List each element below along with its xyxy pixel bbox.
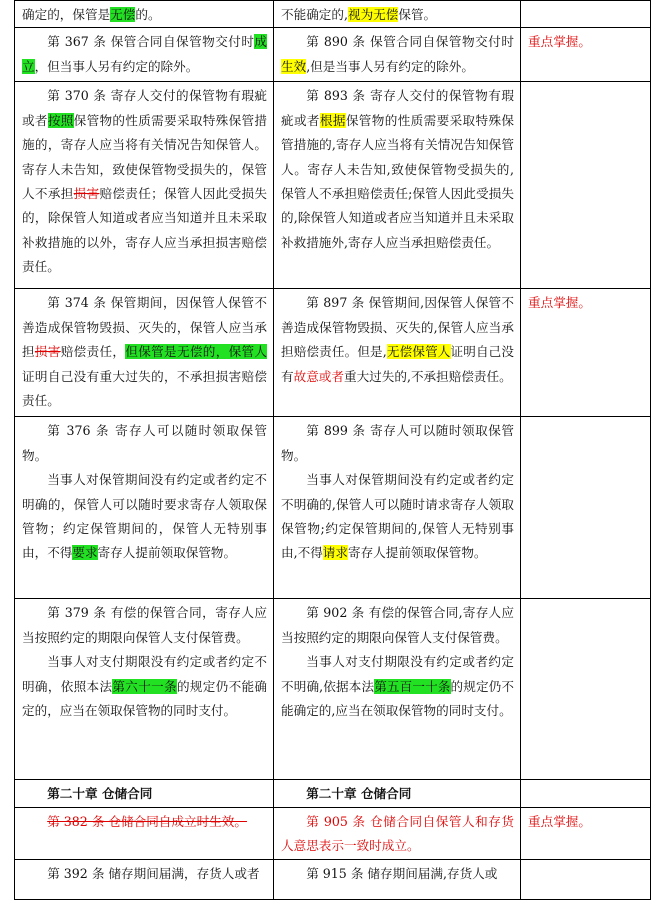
- note-cell: [521, 807, 651, 859]
- table-row: [15, 599, 651, 780]
- text-segment: 第 376 条 寄存人可以随时领取保管物。: [22, 423, 267, 463]
- text-segment: 第 902 条 有偿的保管合同,寄存人应当按照约定的期限向保管人支付保管费。: [281, 605, 514, 645]
- article-paragraph: [22, 291, 267, 413]
- text-segment: 第 392 条 储存期间届满，存货人或者: [47, 865, 260, 881]
- note-cell: [521, 859, 651, 899]
- new-law-cell: [274, 1, 521, 28]
- text-segment: 第 893 条 寄存人交付的保管物有瑕疵或者: [281, 88, 514, 128]
- article-paragraph: [22, 601, 267, 650]
- highlighted-text: 根据: [319, 112, 346, 128]
- table-row: [15, 28, 651, 82]
- article-paragraph: [22, 862, 267, 886]
- new-law-cell: [274, 289, 521, 417]
- highlighted-text: 第六十一条: [112, 678, 177, 694]
- highlighted-text: 视为无偿: [347, 7, 399, 22]
- text-segment: 不能确定的,: [281, 7, 348, 22]
- struck-text: 第 382 条 仓储合同自成立时生效。: [47, 813, 247, 829]
- old-law-cell: [15, 599, 274, 780]
- text-segment: 当事人对保管期间没有约定或者约定不明确的,保管人可以随时请求寄存人领取保管物;约定保管期间的,保管人无特别事由,不得: [281, 472, 514, 561]
- text-segment: 当事人对支付期限没有约定或者约定不明确，依照本法: [22, 654, 267, 694]
- highlighted-text: 按照: [47, 112, 74, 128]
- article-paragraph: [22, 30, 267, 79]
- article-paragraph: [281, 810, 514, 859]
- table-row: [15, 859, 651, 899]
- text-segment: 赔偿责任；保管人因此受损失的，除保管人知道或者应当知道并且未采取补救措施的以外，寄存人应当承担损害赔偿责任。: [22, 186, 268, 275]
- highlighted-text: 生效: [281, 58, 307, 74]
- text-segment: 的规定仍不能确定的，应当在领取保管物的同时支付。: [22, 678, 268, 719]
- highlighted-text: 成立: [22, 34, 267, 74]
- article-paragraph: [281, 84, 514, 255]
- text-segment: 第 905 条 仓储合同自保管人和存货人意思表示一致时成立。: [281, 813, 514, 854]
- highlighted-text: 第五百一十条: [374, 678, 451, 694]
- article-paragraph: [281, 782, 514, 806]
- table-row: [15, 289, 651, 417]
- article-paragraph: [22, 84, 267, 279]
- old-law-cell: [15, 82, 274, 289]
- article-paragraph: [22, 468, 267, 566]
- text-segment: ,但是当事人另有约定的除外。: [306, 58, 474, 74]
- article-paragraph: [281, 862, 514, 886]
- text-segment: 赔偿责任，: [60, 344, 126, 360]
- old-law-cell: [15, 417, 274, 599]
- highlighted-text: 无偿: [110, 7, 136, 22]
- old-law-cell: [15, 1, 274, 28]
- old-law-cell: [15, 807, 274, 859]
- struck-text: 损害: [34, 344, 61, 360]
- text-segment: 的规定仍不能确定的,应当在领取保管物的同时支付。: [281, 678, 514, 719]
- new-law-cell: [274, 82, 521, 289]
- new-law-cell: [274, 807, 521, 859]
- key-point-note: 重点掌握。: [528, 813, 591, 829]
- text-segment: 第二十章 仓储合同: [306, 786, 412, 802]
- key-point-note: 重点掌握。: [528, 34, 591, 50]
- text-segment: 第 367 条 保管合同自保管物交付时: [47, 34, 255, 50]
- article-paragraph: [22, 782, 267, 806]
- old-law-cell: [15, 780, 274, 807]
- table-row: [15, 417, 651, 599]
- text-segment: 证明自己没有重大过失的，不承担损害赔偿责任。: [22, 368, 267, 409]
- highlighted-text: 请求: [322, 545, 348, 561]
- text-segment: 故意或者: [293, 368, 344, 384]
- article-paragraph: [22, 3, 267, 27]
- note-cell: [521, 780, 651, 807]
- article-paragraph: [281, 468, 514, 566]
- new-law-cell: [274, 599, 521, 780]
- key-point-note: 重点掌握。: [528, 295, 591, 311]
- table-body: [15, 1, 651, 900]
- text-segment: 第 370 条 寄存人交付的保管物有瑕疵或者: [22, 88, 267, 128]
- text-segment: 证明自己没有: [281, 344, 514, 384]
- old-law-cell: [15, 289, 274, 417]
- article-paragraph: [281, 291, 514, 389]
- note-cell: [521, 28, 651, 82]
- highlighted-text: 但保管是无偿的，保管人: [125, 344, 268, 360]
- table-row: [15, 1, 651, 28]
- text-segment: 确定的，保管是: [22, 7, 111, 22]
- text-segment: 第 379 条 有偿的保管合同，寄存人应当按照约定的期限向保管人支付保管费。: [22, 605, 267, 645]
- text-segment: 当事人对保管期间没有约定或者约定不明确的，保管人可以随时要求寄存人领取保管物；约定保管期间的，保管人无特别事由，不得: [22, 472, 267, 561]
- note-cell: [521, 1, 651, 28]
- highlighted-text: 要求: [72, 545, 98, 561]
- article-paragraph: [281, 419, 514, 468]
- table-row: [15, 780, 651, 807]
- text-segment: ，但当事人另有约定的除外。: [34, 58, 199, 74]
- text-segment: 第二十章 仓储合同: [47, 786, 153, 802]
- new-law-cell: [274, 859, 521, 899]
- old-law-cell: [15, 859, 274, 899]
- highlighted-text: 无偿保管人: [386, 344, 451, 360]
- note-cell: [521, 289, 651, 417]
- new-law-cell: [274, 28, 521, 82]
- article-paragraph: [281, 3, 514, 27]
- note-cell: [521, 599, 651, 780]
- law-comparison-table: [14, 0, 651, 900]
- text-segment: 寄存人提前领取保管物。: [97, 545, 237, 561]
- text-segment: 重大过失的,不承担赔偿责任。: [343, 368, 512, 384]
- text-segment: 保管。: [398, 7, 437, 22]
- text-segment: 第 897 条 保管期间,因保管人保管不善造成保管物毁损、灭失的,保管人应当承担赔偿责任。但是,: [281, 295, 514, 360]
- note-cell: [521, 417, 651, 599]
- table-row: [15, 82, 651, 289]
- text-segment: 的。: [135, 7, 161, 22]
- article-paragraph: [22, 650, 267, 723]
- text-segment: 第 915 条 储存期间届满,存货人或: [306, 865, 498, 881]
- table-row: [15, 807, 651, 859]
- article-paragraph: [281, 650, 514, 723]
- text-segment: 第 890 条 保管合同自保管物交付时: [306, 34, 514, 50]
- article-paragraph: [22, 419, 267, 468]
- text-segment: 当事人对支付期限没有约定或者约定不明确,依据本法: [281, 654, 514, 694]
- article-paragraph: [22, 810, 267, 834]
- article-paragraph: [281, 601, 514, 650]
- text-segment: 寄存人提前领取保管物。: [347, 545, 487, 561]
- text-segment: 第 899 条 寄存人可以随时领取保管物。: [281, 423, 514, 463]
- new-law-cell: [274, 417, 521, 599]
- struck-text: 损害: [73, 186, 100, 202]
- text-segment: 保管物的性质需要采取特殊保管措施的，寄存人应当将有关情况告知保管人。寄存人未告知，致使保管物受损失的，保管人不承担: [22, 112, 268, 202]
- text-segment: 第 374 条 保管期间，因保管人保管不善造成保管物毁损、灭失的，保管人应当承担: [22, 295, 267, 360]
- old-law-cell: [15, 28, 274, 82]
- new-law-cell: [274, 780, 521, 807]
- note-cell: [521, 82, 651, 289]
- article-paragraph: [281, 30, 514, 79]
- text-segment: 保管物的性质需要采取特殊保管措施的,寄存人应当将有关情况告知保管人。寄存人未告知,致使保管物受损失的,保管人不承担赔偿责任;保管人因此受损失的,除保管人知道或者应当知道并且未采取补救措施外,寄存人应当承担赔偿责任。: [281, 112, 515, 250]
